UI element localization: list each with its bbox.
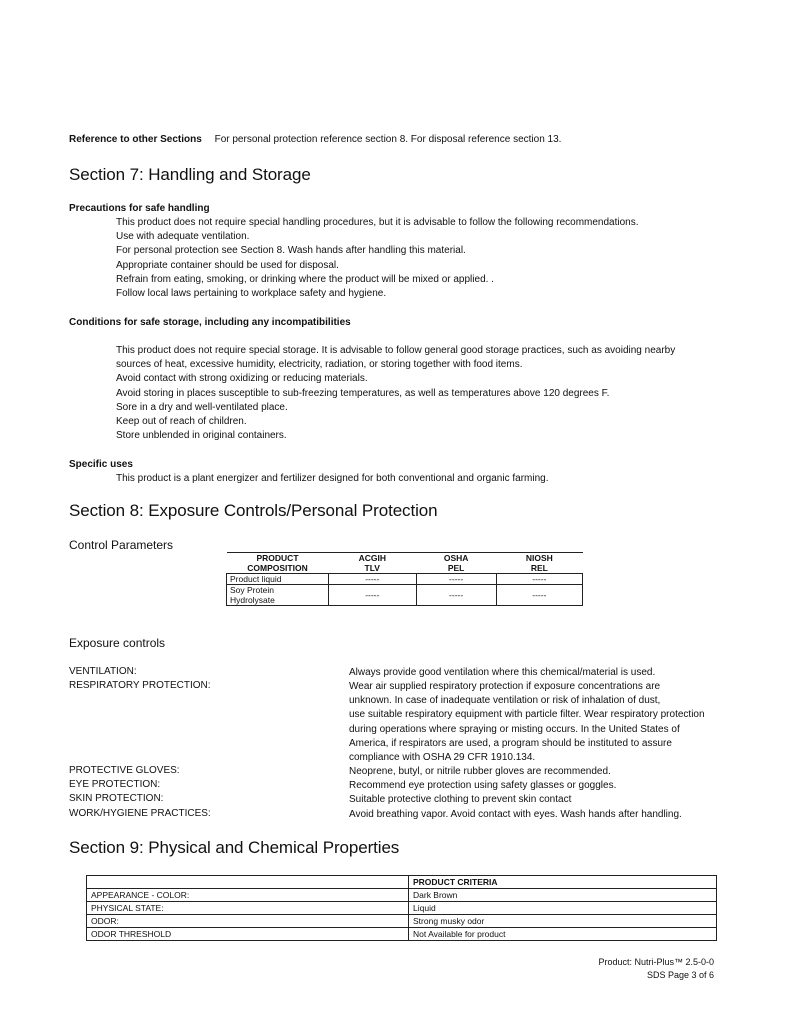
specific-uses-text: This product is a plant energizer and fertilizer designed for both conventional and organic farming. — [116, 473, 549, 484]
section-7-title: Section 7: Handling and Storage — [69, 165, 311, 184]
precaution-line: Appropriate container should be used for disposal. — [116, 259, 339, 271]
table-row — [87, 902, 717, 915]
hygiene-value: Avoid breathing vapor. Avoid contact with eyes. Wash hands after handling. — [349, 809, 682, 820]
precaution-line: Refrain from eating, smoking, or drinking where the product will be mixed or applied. . — [116, 273, 494, 285]
storage-line: This product does not require special storage. It is advisable to follow general good storage practices, such as avoiding nearby — [116, 345, 676, 356]
section-9-title: Section 9: Physical and Chemical Properties — [69, 838, 400, 857]
value-cell: Liquid — [409, 902, 717, 915]
control-parameters-table — [226, 552, 583, 606]
respiratory-label: RESPIRATORY PROTECTION: — [69, 680, 211, 691]
table-row — [227, 574, 583, 585]
table-row — [87, 915, 717, 928]
row-name: Soy Protein Hydrolysate — [227, 585, 329, 606]
skin-value: Suitable protective clothing to prevent skin contact — [349, 794, 572, 805]
table-row — [87, 928, 717, 941]
header-niosh: NIOSH REL — [496, 553, 582, 574]
property-cell: PHYSICAL STATE: — [87, 902, 409, 915]
gloves-label: PROTECTIVE GLOVES: — [69, 765, 180, 776]
storage-line: Sore in a dry and well-ventilated place. — [116, 401, 288, 413]
storage-line: sources of heat, excessive humidity, electricity, radiation, or storing together with food items. — [116, 359, 523, 371]
storage-line: Avoid contact with strong oxidizing or reducing materials. — [116, 373, 368, 385]
table-row — [87, 889, 717, 902]
precaution-line: For personal protection see Section 8. Wash hands after handling this material. — [116, 245, 466, 257]
footer-page-number: SDS Page 3 of 6 — [646, 970, 714, 980]
specific-uses-heading: Specific uses — [69, 459, 133, 470]
reference-line — [69, 134, 561, 145]
hygiene-label: WORK/HYGIENE PRACTICES: — [69, 808, 211, 819]
row-niosh: ----- — [496, 585, 582, 606]
property-cell: APPEARANCE - COLOR: — [87, 889, 409, 902]
storage-line: Store unblended in original containers. — [116, 430, 287, 442]
table-header-row — [227, 553, 583, 574]
reference-label: Reference to other Sections — [69, 134, 202, 145]
row-osha: ----- — [416, 585, 496, 606]
precaution-line: Use with adequate ventilation. — [116, 231, 250, 243]
page-footer — [598, 956, 714, 982]
gloves-value: Neoprene, butyl, or nitrile rubber gloves are recommended. — [349, 766, 611, 777]
precaution-line: Follow local laws pertaining to workplace safety and hygiene. — [116, 288, 387, 300]
reference-text: For personal protection reference section 8. For disposal reference section 13. — [214, 134, 562, 145]
header-osha: OSHA PEL — [416, 553, 496, 574]
eye-value: Recommend eye protection using safety glasses or goggles. — [349, 780, 617, 791]
row-osha: ----- — [416, 574, 496, 585]
storage-list — [116, 344, 675, 443]
header-product-criteria: PRODUCT CRITERIA — [409, 876, 717, 889]
ventilation-label: VENTILATION: — [69, 666, 137, 677]
row-name: Product liquid — [227, 574, 329, 585]
ventilation-value: Always provide good ventilation where this chemical/material is used. — [349, 667, 656, 678]
precaution-line: This product does not require special handling procedures, but it is advisable to follow the following recommendations. — [116, 217, 639, 228]
respiratory-value: Wear air supplied respiratory protection if exposure concentrations are unknown. In case of inadequate ventilation or risk of inhalation of dust, use suitable respiratory equipment with particle filter. Wear respiratory protection during operations where spraying or misting occurs. In the United States of America, if respirators are used, a program should be instituted to assure compliance with OSHA 29 CFR 1910.134. — [349, 681, 705, 764]
row-acgih: ----- — [329, 574, 417, 585]
footer-product: Product: Nutri-Plus™ 2.5-0-0 — [598, 957, 714, 967]
control-parameters-heading: Control Parameters — [69, 538, 174, 552]
header-acgih: ACGIH TLV — [329, 553, 417, 574]
section-8-title: Section 8: Exposure Controls/Personal Protection — [69, 501, 438, 520]
row-acgih: ----- — [329, 585, 417, 606]
storage-line: Keep out of reach of children. — [116, 416, 247, 428]
storage-heading: Conditions for safe storage, including any incompatibilities — [69, 317, 351, 328]
value-cell: Dark Brown — [409, 889, 717, 902]
table-row — [227, 585, 583, 606]
properties-table — [86, 875, 717, 941]
header-product-composition: PRODUCT COMPOSITION — [227, 553, 329, 574]
exposure-controls-heading: Exposure controls — [69, 636, 166, 650]
precautions-list — [116, 216, 639, 301]
property-cell: ODOR: — [87, 915, 409, 928]
storage-line: Avoid storing in places susceptible to sub-freezing temperatures, as well as temperatures above 120 degrees F. — [116, 387, 610, 399]
row-niosh: ----- — [496, 574, 582, 585]
table-header-row — [87, 876, 717, 889]
eye-label: EYE PROTECTION: — [69, 779, 161, 790]
precautions-heading: Precautions for safe handling — [69, 203, 210, 214]
property-cell: ODOR THRESHOLD — [87, 928, 409, 941]
value-cell: Strong musky odor — [409, 915, 717, 928]
value-cell: Not Available for product — [409, 928, 717, 941]
skin-label: SKIN PROTECTION: — [69, 793, 164, 804]
empty-header-cell — [87, 876, 409, 889]
